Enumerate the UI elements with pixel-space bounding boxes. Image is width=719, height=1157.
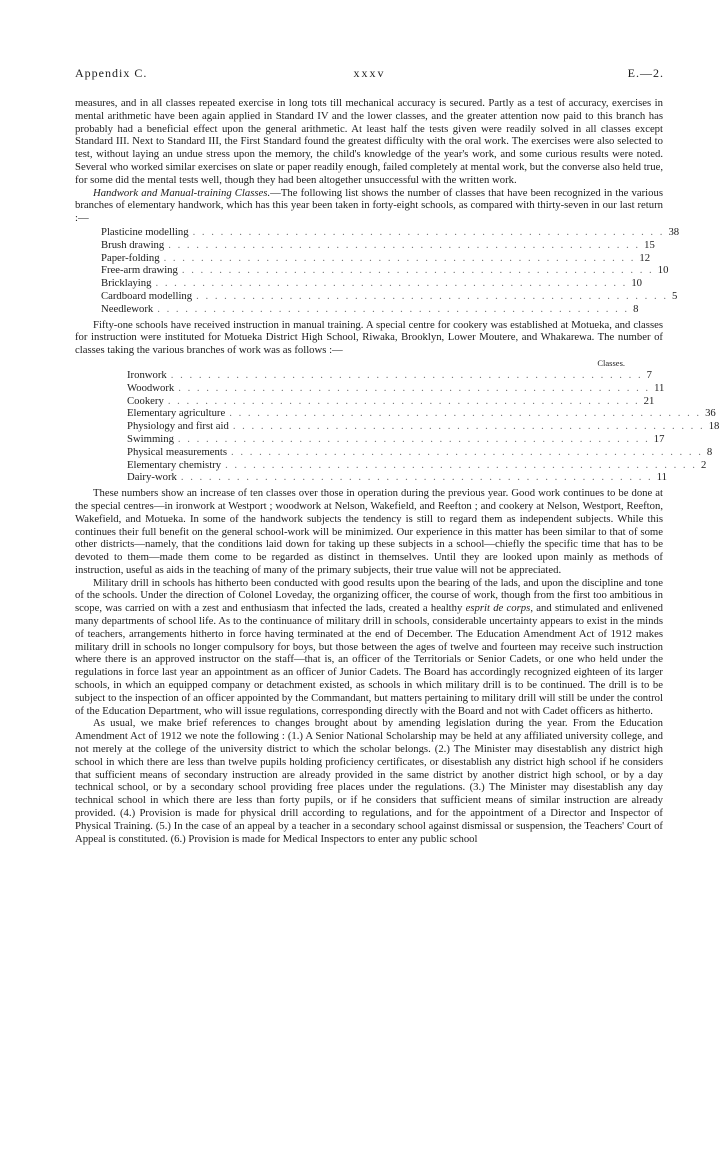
row-value: 10	[631, 277, 643, 290]
row-value: 38	[668, 225, 680, 238]
paragraph-military-drill	[75, 577, 663, 718]
paragraph-classes-increase: These numbers show an increase of ten classes over those in operation during the previous year. Good work continues to be done at the special centres—in ironwork at Westport ; woodwork at Nelson, Wakefield, and Reefton ; and cookery at Nelson, Westport, Reefton, Wakefield, and Motueka. In some of the handwork subjects the tendency is still to regard them as independent subjects. While this continues their full benefit on the general school-work will be minimized. Our experience in this matter has been similar to that of some other districts—namely, that the conditions laid down for taking up these subjects in a school—chiefly the specific time that has to be devoted to them—made them come to be regarded as distinct in themselves. Until they are looked upon mainly as methods of instruction, useful as aids in the teaching of many of the primary subjects, their true value will not be appreciated.	[75, 487, 663, 576]
military-drill-text-1: Military drill in schools has hitherto been conducted with good results upon the bearing of the lads, and upon the discipline and tone of the schools. Under the direction of Colonel Loveday, the organizing officer, the course of work, though from the first too ambitious in scope, was carried on with a zest and enthusiasm that infected the lads, created a healthy	[75, 576, 663, 615]
table-row: Cardboard modelling . . . . . . . . . . . . . . . . . . . . . . . . . . . . . . . . . . . . . . . . . . . . . . . . . . . 5	[101, 289, 678, 302]
document-body	[75, 97, 719, 845]
table-row: Bricklaying . . . . . . . . . . . . . . . . . . . . . . . . . . . . . . . . . . . . . . . . . . . . . . . . . . . 10	[101, 277, 643, 290]
table-row: Free-arm drawing . . . . . . . . . . . . . . . . . . . . . . . . . . . . . . . . . . . . . . . . . . . . . . . . . . . 10	[101, 264, 669, 277]
row-label: Bricklaying	[101, 277, 152, 290]
row-value: 21	[643, 394, 655, 407]
row-value: 8	[706, 445, 713, 458]
page-header	[75, 66, 664, 82]
row-label: Elementary agriculture	[127, 407, 226, 420]
table-row: Elementary chemistry . . . . . . . . . . . . . . . . . . . . . . . . . . . . . . . . . . . . . . . . . . . . . . . . . . . 2	[127, 458, 707, 471]
military-drill-text-2: , and stimulated and enlivened many departments of school life. As to the continuance of military drill in schools, considerable uncertainty appears to exist in the minds of teachers, arrangements hitherto in force having terminated at the end of December. The Education Amendment Act of 1912 makes military drill in schools no longer compulsory for boys, but those between the ages of twelve and fourteen may receive such instruction where there is an approved instructor on the staff—that is, an officer of the Territorials or Senior Cadets, or one who held under the regulations in force last year an appointment as an officer of Junior Cadets. The Board has accordingly recognized eighteen of its larger schools, in which an equipped company or detachment existed, as schools in which military drill is to be continued. The drill is to be subject to the inspection of an officer appointed by the Commandant, but matters pertaining to military drill will still be under the control of the Education Department, who will issue regulations, corresponding directly with the Board and not with Cadet officers as hitherto.	[75, 602, 663, 717]
row-value: 17	[653, 432, 665, 445]
table-row: Cookery . . . . . . . . . . . . . . . . . . . . . . . . . . . . . . . . . . . . . . . . . . . . . . . . . . . 21	[127, 394, 655, 407]
row-label: Woodwork	[127, 381, 175, 394]
esprit-de-corps: esprit de corps	[465, 602, 531, 615]
header-page-number: xxxv	[353, 66, 386, 80]
handwork-classes-table	[101, 225, 680, 316]
table-row: Swimming . . . . . . . . . . . . . . . . . . . . . . . . . . . . . . . . . . . . . . . . . . . . . . . . . . . 17	[127, 432, 665, 445]
row-value: 18	[708, 420, 719, 433]
row-label: Dairy-work	[127, 471, 177, 484]
row-value: 5	[671, 289, 678, 302]
row-label: Needlework	[101, 302, 154, 315]
manual-training-classes-table	[127, 368, 719, 484]
row-value: 11	[656, 471, 668, 484]
row-value: 10	[657, 264, 669, 277]
row-label: Free-arm drawing	[101, 264, 178, 277]
paragraph-arithmetic: measures, and in all classes repeated exercise in long tots till mechanical accuracy is secured. Partly as a test of accuracy, exercises in mental arithmetic have been again applied in Standard IV and the lower classes, and the greater attention now paid to this branch has probably had a beneficial effect upon the general arithmetic. At least half the tests given were readily solved in all classes except Standard III. Next to Standard III, the First Standard found the greatest difficulty with the oral work. The exercises were also selected to test, without laying an undue stress upon the memory, the child's knowledge of the year's work, and some curious results were noted. Several who worked similar exercises on slate or paper readily enough, failed completely at mental work, but the converse also held true, for some did the mental tests well, though they had been altogether unsuccessful with the written work.	[75, 97, 663, 186]
table-row: Paper-folding . . . . . . . . . . . . . . . . . . . . . . . . . . . . . . . . . . . . . . . . . . . . . . . . . . . 12	[101, 251, 651, 264]
handwork-heading: Handwork and Manual-training Classes.	[93, 186, 271, 199]
table-row: Dairy-work . . . . . . . . . . . . . . . . . . . . . . . . . . . . . . . . . . . . . . . . . . . . . . . . . . . 11	[127, 471, 668, 484]
handwork-text: —The following list shows the number of classes that have been recognized in the various branches of elementary handwork, which has this year been taken in forty-eight schools, as compared with thirty-seven in our last return :—	[75, 186, 663, 225]
row-value: 8	[633, 302, 639, 315]
row-label: Physiology and first aid	[127, 420, 229, 433]
row-value: 7	[646, 368, 652, 381]
row-label: Ironwork	[127, 368, 167, 381]
header-report-code: E.—2.	[627, 66, 664, 80]
row-label: Cardboard modelling	[101, 289, 193, 302]
table-row: Plasticine modelling . . . . . . . . . . . . . . . . . . . . . . . . . . . . . . . . . . . . . . . . . . . . . . . . . . . 38	[101, 225, 680, 238]
paragraph-manual-training: Fifty-one schools have received instruction in manual training. A special centre for cookery was established at Motueka, and classes for instruction were instituted for Motueka District High School, Riwaka, Brooklyn, Lower Moutere, and Whakarewa. The number of classes taking the various branches of work was as follows :—	[75, 318, 663, 357]
paragraph-legislation: As usual, we make brief references to changes brought about by amending legislation during the year. From the Education Amendment Act of 1912 we note the following : (1.) A Senior National Scholarship may be held at any affiliated university college, and not merely at the college of the university district to which the scholar belongs. (2.) The Minister may disestablish any district high school in which there are less than twelve pupils holding proficiency certificates, or disestablish any district high school if he considers that sufficient means of secondary instruction are already provided in the same district by another district high school, or by a day technical school, or by a secondary school providing free places under the regulations. (3.) The Minister may disestablish any day technical school in which there are less than forty pupils, or if he considers that sufficient means of similar instruction are already provided. (4.) Provision is made for physical drill according to regulations, and for the appointment of a Director and Inspector of Physical Training. (5.) In the case of an appeal by a teacher in a secondary school against dismissal or suspension, the Teachers' Court of Appeal is constituted. (6.) Provision is made for Medical Inspectors to enter any public school	[75, 717, 663, 845]
row-value: 15	[644, 238, 655, 251]
row-value: 2	[700, 458, 707, 471]
row-label: Cookery	[127, 394, 164, 407]
table-row: Woodwork . . . . . . . . . . . . . . . . . . . . . . . . . . . . . . . . . . . . . . . . . . . . . . . . . . . 11	[127, 381, 665, 394]
table-row: Ironwork . . . . . . . . . . . . . . . . . . . . . . . . . . . . . . . . . . . . . . . . . . . . . . . . . . . 7	[127, 368, 652, 381]
paragraph-handwork	[75, 187, 663, 225]
row-value: 36	[705, 407, 716, 420]
row-value: 11	[654, 381, 665, 394]
row-value: 12	[639, 251, 651, 264]
row-label: Elementary chemistry	[127, 458, 222, 471]
row-label: Brush drawing	[101, 238, 165, 251]
table-column-header: Classes.	[597, 357, 625, 368]
table-row: Brush drawing . . . . . . . . . . . . . . . . . . . . . . . . . . . . . . . . . . . . . . . . . . . . . . . . . . . 15	[101, 238, 655, 251]
row-label: Swimming	[127, 432, 174, 445]
header-appendix: Appendix C.	[75, 66, 148, 80]
table-row: Elementary agriculture . . . . . . . . . . . . . . . . . . . . . . . . . . . . . . . . . . . . . . . . . . . . . . . . . . . 36	[127, 407, 716, 420]
table-row: Physiology and first aid . . . . . . . . . . . . . . . . . . . . . . . . . . . . . . . . . . . . . . . . . . . . . . . . . . . 18	[127, 420, 719, 433]
row-label: Paper-folding	[101, 251, 160, 264]
row-label: Physical measurements	[127, 445, 228, 458]
row-label: Plasticine modelling	[101, 225, 189, 238]
table-row: Physical measurements . . . . . . . . . . . . . . . . . . . . . . . . . . . . . . . . . . . . . . . . . . . . . . . . . . . 8	[127, 445, 713, 458]
table-row: Needlework . . . . . . . . . . . . . . . . . . . . . . . . . . . . . . . . . . . . . . . . . . . . . . . . . . . 8	[101, 302, 639, 315]
